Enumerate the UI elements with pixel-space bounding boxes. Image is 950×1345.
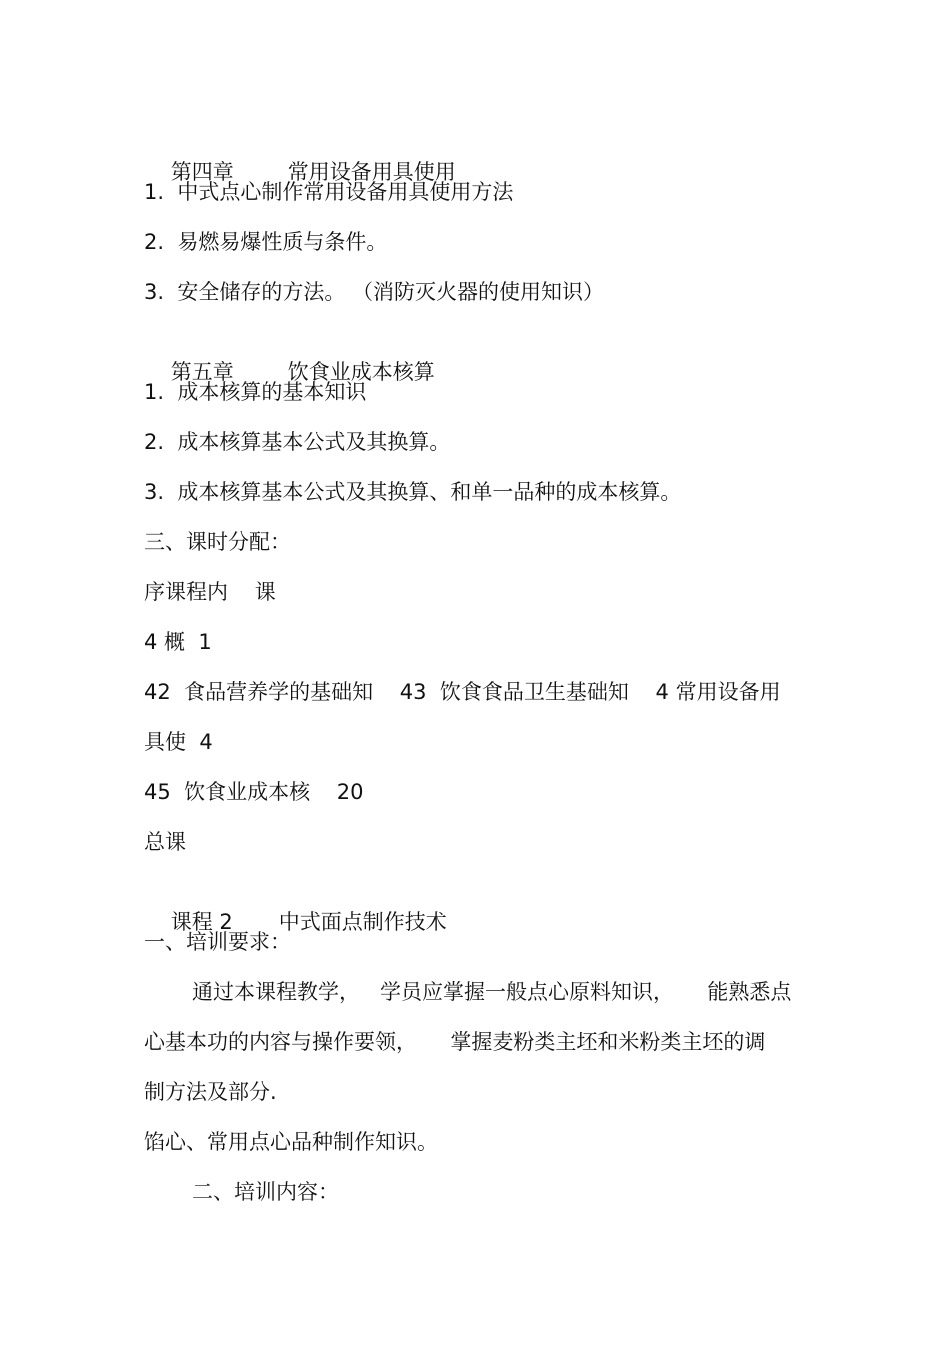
table-line: 总课 (144, 830, 186, 854)
chapter-4-item-1: 1. 中式点心制作常用设备用具使用方法 (144, 180, 514, 204)
table-line: 42 食品营养学的基础知 43 饮食食品卫生基础知 4 常用设备用 (144, 680, 781, 704)
requirement-line: 通过本课程教学， 学员应掌握一般点心原料知识， 能熟悉点 (192, 980, 792, 1004)
chapter-5-item-2: 2. 成本核算基本公式及其换算。 (144, 430, 451, 454)
chapter-4-name: 常用设备用具使用 (287, 160, 456, 184)
section-1-heading: 一、培训要求： (144, 930, 291, 954)
chapter-5-title: 第五章 (170, 360, 234, 384)
requirement-line: 心基本功的内容与操作要领， 掌握麦粉类主坯和米粉类主坯的调 (144, 1030, 766, 1054)
requirement-line: 制方法及部分. (144, 1080, 277, 1104)
table-line: 45 饮食业成本核 20 (144, 780, 364, 804)
section-3-heading: 三、课时分配： (144, 530, 291, 554)
course-2-label: 课程 2 (170, 910, 233, 934)
chapter-4-item-3: 3. 安全储存的方法。 （消防灭火器的使用知识） (144, 280, 605, 304)
table-line: 具使 4 (144, 730, 213, 754)
chapter-5-name: 饮食业成本核算 (287, 360, 435, 384)
requirement-line: 馅心、常用点心品种制作知识。 (144, 1130, 438, 1154)
chapter-4-item-2: 2. 易燃易爆性质与条件。 (144, 230, 388, 254)
chapter-5-item-3: 3. 成本核算基本公式及其换算、和单一品种的成本核算。 (144, 480, 682, 504)
chapter-5-item-1: 1. 成本核算的基本知识 (144, 380, 367, 404)
chapter-4-title: 第四章 (170, 160, 234, 184)
table-line: 4 概 1 (144, 630, 212, 654)
section-2-heading: 二、培训内容： (192, 1180, 339, 1204)
table-line: 序课程内 课 (144, 580, 276, 604)
course-2-name: 中式面点制作技术 (278, 910, 447, 934)
